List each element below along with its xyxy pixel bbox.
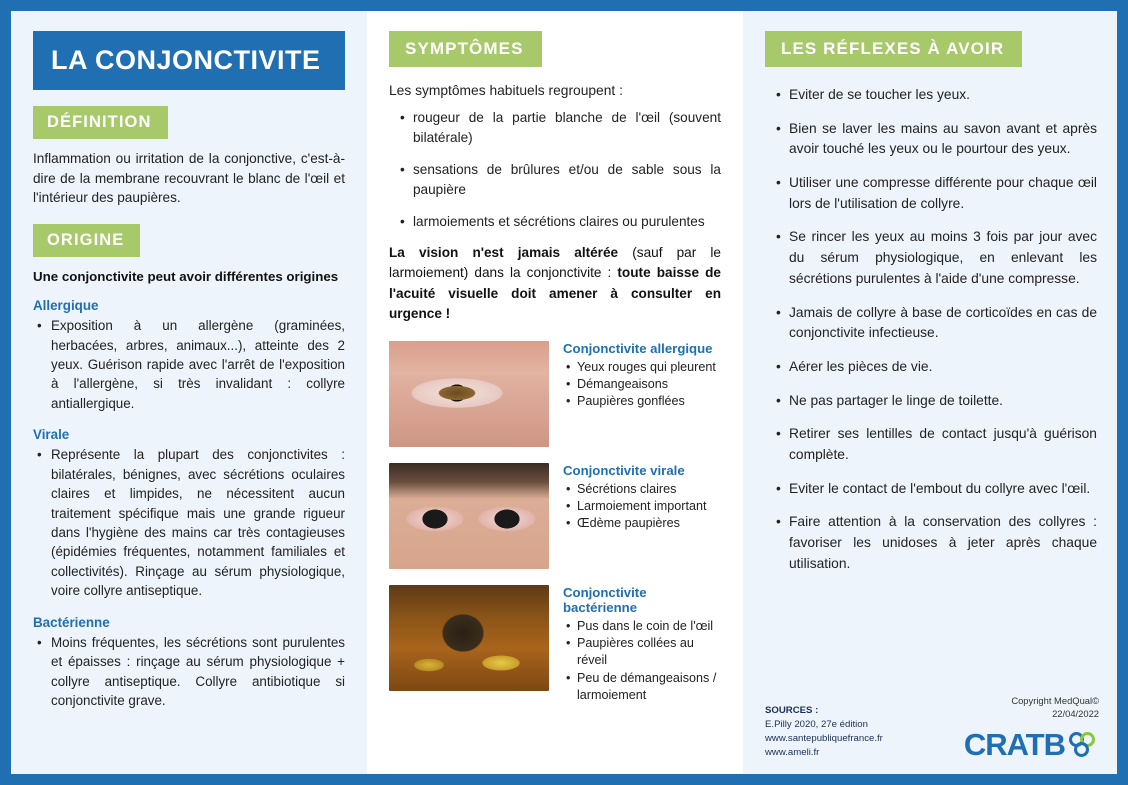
list-item: • Paupières gonflées — [577, 393, 721, 410]
list-item: • Œdème paupières — [577, 515, 721, 532]
vision-note-bold-start: La vision n'est jamais altérée — [389, 244, 619, 260]
section-heading-origine: ORIGINE — [33, 224, 140, 257]
caption-list — [563, 481, 721, 533]
vision-note-middle: (sauf par le larmoiement) dans la conjonctivite : — [389, 244, 721, 281]
sources-label: SOURCES : — [765, 705, 819, 717]
list-item: • Sécrétions claires — [577, 481, 721, 498]
caption-title: Conjonctivite allergique — [563, 340, 713, 356]
photo-caption-bacterial — [563, 585, 721, 705]
column-layout — [11, 11, 1117, 774]
photo-block-bacterial — [389, 585, 721, 705]
middle-column — [367, 11, 743, 774]
list-item: • Jamais de collyre à base de corticoïdes en cas de conjonctivite infectieuse. — [789, 303, 1097, 344]
sources-block — [765, 704, 883, 760]
source-line: www.santepubliquefrance.fr — [765, 733, 883, 745]
list-item: • Pus dans le coin de l'œil — [577, 618, 721, 635]
photo-caption-viral — [563, 463, 721, 533]
symptoms-list — [389, 108, 721, 232]
origine-label-virale: Virale — [33, 427, 70, 443]
origine-label-bacterienne: Bactérienne — [33, 614, 110, 630]
right-column — [743, 11, 1117, 774]
section-heading-definition: DÉFINITION — [33, 106, 168, 139]
list-item: • Eviter le contact de l'embout du collyre avec l'œil. — [789, 479, 1097, 500]
logo-rings-icon — [1069, 730, 1099, 760]
symptoms-intro: Les symptômes habituels regroupent : — [389, 83, 623, 98]
list-item: • sensations de brûlures et/ou de sable sous la paupière — [413, 160, 721, 201]
caption-list — [563, 359, 721, 411]
list-item: • Paupières collées au réveil — [577, 635, 721, 670]
caption-title: Conjonctivite virale — [563, 462, 685, 478]
cratb-logo — [964, 729, 1099, 760]
origine-list-allergique — [33, 316, 345, 413]
list-item: • Représente la plupart des conjonctivites : bilatérales, bénignes, avec sécrétions oculaires claires et limpides, ne nécessitent aucun traitement spécifique mais une grande rigueur dans l'hygiène des mains car très contagieuses (épidémies fréquentes, notamment familiales et collectivités). Rinçage au sérum physiologique, voire collyre antiseptique. — [49, 445, 345, 601]
list-item: • Exposition à un allergène (graminées, herbacées, arbres, animaux...), atteinte des 2 yeux. Guérison rapide avec l'arrêt de l'exposition à l'allergène, si très invalidant : collyre antiallergique. — [49, 316, 345, 413]
photo-block-allergic — [389, 341, 721, 447]
page-title: LA CONJONCTIVITE — [33, 31, 345, 90]
origine-label-allergique: Allergique — [33, 298, 99, 314]
list-item: • rougeur de la partie blanche de l'œil (souvent bilatérale) — [413, 108, 721, 149]
caption-list — [563, 618, 721, 705]
list-item: • Yeux rouges qui pleurent — [577, 359, 721, 376]
vision-note — [389, 243, 721, 325]
list-item: • Peu de démangeaisons / larmoiement — [577, 670, 721, 705]
copyright-line: Copyright MedQual© — [1011, 694, 1099, 706]
origine-lead: Une conjonctivite peut avoir différentes origines — [33, 269, 339, 285]
list-item: • Ne pas partager le linge de toilette. — [789, 391, 1097, 412]
logo-wordmark: CRATB — [963, 727, 1065, 762]
eye-allergic-conjunctivitis-photo — [389, 341, 549, 447]
footer — [765, 694, 1099, 760]
origine-list-bacterienne — [33, 633, 345, 711]
definition-text: Inflammation ou irritation de la conjonctive, c'est-à-dire de la membrane recouvrant le blanc de l'œil et l'intérieur des paupières. — [33, 151, 345, 206]
list-item: • Démangeaisons — [577, 376, 721, 393]
photo-caption-allergic — [563, 341, 721, 411]
footer-right — [964, 694, 1099, 760]
photo-block-viral — [389, 463, 721, 569]
left-column — [11, 11, 367, 774]
list-item: • Aérer les pièces de vie. — [789, 357, 1097, 378]
vision-note-bold-end: toute baisse de l'acuité visuelle doit amener à consulter en urgence ! — [389, 265, 721, 322]
list-item: • Se rincer les yeux au moins 3 fois par jour avec du sérum physiologique, en enlevant les sécrétions purulentes à l'aide d'une compresse. — [789, 227, 1097, 289]
list-item: • Retirer ses lentilles de contact jusqu'à guérison complète. — [789, 424, 1097, 465]
list-item: • Moins fréquentes, les sécrétions sont purulentes et épaisses : rinçage au sérum physiologique + collyre antiseptique. Collyre antibiotique si conjonctivite grave. — [49, 633, 345, 711]
source-line: E.Pilly 2020, 27e édition — [765, 719, 868, 731]
list-item: • Utiliser une compresse différente pour chaque œil lors de l'utilisation de collyre. — [789, 173, 1097, 214]
section-heading-symptomes: SYMPTÔMES — [389, 31, 542, 67]
section-heading-reflexes: LES RÉFLEXES À AVOIR — [765, 31, 1022, 67]
date-line: 22/04/2022 — [1052, 708, 1099, 720]
source-line: www.ameli.fr — [765, 747, 820, 759]
list-item: • Faire attention à la conservation des collyres : favoriser les unidoses à jeter après chaque utilisation. — [789, 512, 1097, 574]
copyright-text — [1011, 694, 1099, 721]
origine-list-virale — [33, 445, 345, 601]
list-item: • Larmoiement important — [577, 498, 721, 515]
list-item: • larmoiements et sécrétions claires ou purulentes — [413, 212, 721, 232]
eye-bacterial-conjunctivitis-photo — [389, 585, 549, 691]
eye-viral-conjunctivitis-photo — [389, 463, 549, 569]
reflexes-list — [765, 85, 1097, 574]
caption-title: Conjonctivite bactérienne — [563, 584, 647, 615]
list-item: • Eviter de se toucher les yeux. — [789, 85, 1097, 106]
list-item: • Bien se laver les mains au savon avant et après avoir touché les yeux ou le pourtour des yeux. — [789, 119, 1097, 160]
